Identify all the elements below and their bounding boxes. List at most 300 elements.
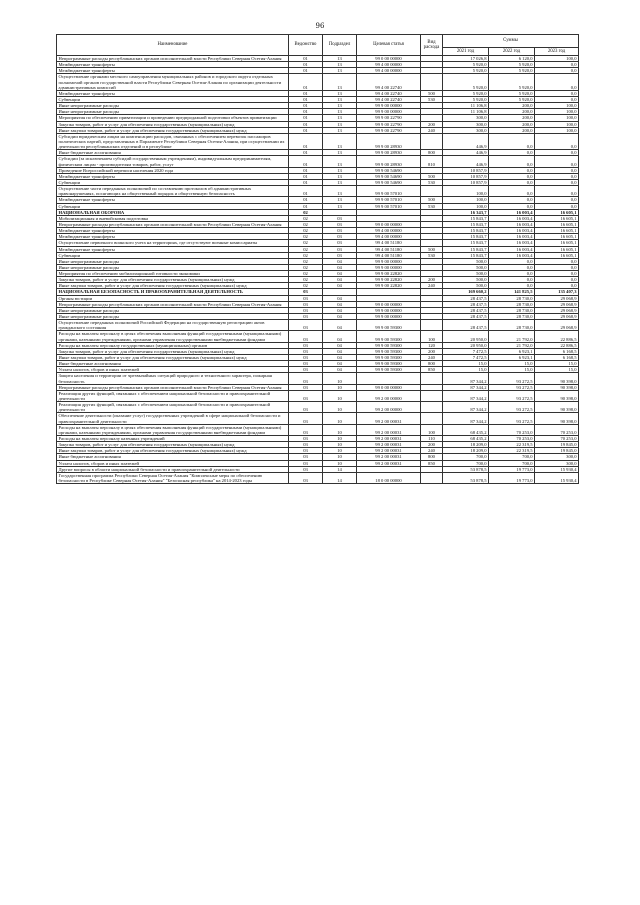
row-department-cell: 03 [289,466,323,472]
row-article-cell: 99 9 00 22790 [357,127,421,133]
row-section-cell: 04 [323,264,357,270]
row-section-cell: 04 [323,307,357,313]
row-2023-cell: 0,0 [535,186,579,197]
table-row [57,186,579,197]
row-section-cell: 13 [323,203,357,209]
row-department-cell: 03 [289,342,323,348]
row-section-cell: 13 [323,197,357,203]
row-2022-cell: 0,0 [489,167,535,173]
row-article-cell: 99 4 00 22740 [357,90,421,96]
row-2021-cell: 15 843,7 [443,240,489,246]
row-name-cell: Осуществление переданных полномочий Российской Федерации на государственную регистрацию актов гражданского состояния [57,320,289,331]
row-section-cell: 10 [323,454,357,460]
row-article-cell: 99 9 00 28930 [357,150,421,156]
row-2023-cell: 16 605,1 [535,228,579,234]
row-department-cell: 01 [289,62,323,68]
row-section-cell: 13 [323,179,357,185]
row-department-cell: 03 [289,384,323,390]
row-2022-cell: 28 730,0 [489,307,535,313]
row-department-cell: 03 [289,390,323,401]
row-section-cell: 04 [323,361,357,367]
row-department-cell: 02 [289,234,323,240]
row-2022-cell: 22 319,5 [489,448,535,454]
row-expense-type-cell [421,413,443,424]
row-2021-cell: 20 950,0 [443,342,489,348]
row-department-cell: 03 [289,301,323,307]
row-2022-cell: 700,0 [489,460,535,466]
row-name-cell: Межбюджетные трансферты [57,234,289,240]
row-section-cell: 04 [323,301,357,307]
row-name-cell: Непрограммные расходы республиканских органов исполнительной власти Республики Северная Осетия-Алания [57,301,289,307]
row-2022-cell: 19 773,0 [489,466,535,472]
row-section-cell: 13 [323,62,357,68]
row-2022-cell: 5 920,0 [489,74,535,90]
row-article-cell: 99 2 00 00031 [357,424,421,435]
row-department-cell: 01 [289,74,323,90]
row-2023-cell: 100,0 [535,109,579,115]
row-2023-cell: 16 605,1 [535,221,579,227]
header-expense-type: Вид расхода [421,35,443,56]
row-2022-cell: 16 003,4 [489,252,535,258]
row-name-cell: Межбюджетные трансферты [57,62,289,68]
row-department-cell: 03 [289,361,323,367]
row-2022-cell: 6 923,1 [489,355,535,361]
table-row [57,413,579,424]
row-article-cell: 99 9 00 59300 [357,348,421,354]
row-2021-cell: 10 857,9 [443,173,489,179]
row-2022-cell: 5 920,0 [489,90,535,96]
row-name-cell: Иные бюджетные ассигнования [57,454,289,460]
row-2022-cell: 16 003,4 [489,240,535,246]
row-article-cell: 99 0 00 00000 [357,56,421,62]
row-section-cell: 04 [323,283,357,289]
row-2023-cell: 300,0 [535,454,579,460]
row-2021-cell: 700,0 [443,454,489,460]
row-expense-type-cell [421,320,443,331]
row-section-cell: 10 [323,424,357,435]
row-name-cell: Государственная программа Республики Северная Осетия-Алания "Комплексные меры по обеспечению безопасности в Республике Северная Осетия-Алания" "Безопасная республика" на 2014-2023 годы [57,472,289,483]
row-2022-cell: 0,0 [489,179,535,185]
row-department-cell: 01 [289,96,323,102]
row-section-cell: 03 [323,215,357,221]
row-department-cell: 03 [289,373,323,384]
row-section-cell: 13 [323,127,357,133]
row-2023-cell: 29 068,9 [535,295,579,301]
row-2023-cell: 15,0 [535,367,579,373]
row-name-cell: Закупка товаров, работ и услуг для обеспечения государственных (муниципальных) нужд [57,442,289,448]
row-department-cell: 02 [289,271,323,277]
row-expense-type-cell [421,472,443,483]
table-row [57,320,579,331]
row-department-cell: 01 [289,156,323,167]
row-section-cell: 10 [323,436,357,442]
row-2022-cell: 200,0 [489,121,535,127]
row-2023-cell: 15 930,4 [535,472,579,483]
row-2023-cell: 0,0 [535,62,579,68]
row-2021-cell: 500,0 [443,258,489,264]
row-article-cell: 99 4 00 00000 [357,234,421,240]
row-article-cell: 99 2 00 00031 [357,442,421,448]
row-expense-type-cell: 200 [421,442,443,448]
row-2023-cell: 0,0 [535,167,579,173]
row-name-cell: Другие вопросы в области национальной безопасности и правоохранительной деятельности [57,466,289,472]
row-section-cell: 03 [323,221,357,227]
row-department-cell: 03 [289,320,323,331]
row-department-cell: 03 [289,289,323,295]
table-row [57,74,579,90]
row-department-cell: 02 [289,264,323,270]
table-row [57,133,579,149]
row-2023-cell: 70 253,0 [535,424,579,435]
row-2022-cell: 700,0 [489,454,535,460]
row-department-cell: 01 [289,90,323,96]
row-section-cell: 04 [323,314,357,320]
row-section-cell: 13 [323,109,357,115]
row-2021-cell: 300,0 [443,121,489,127]
row-name-cell: Защита населения и территории от чрезвычайных ситуаций природного и техногенного характера, пожарная безопасность [57,373,289,384]
row-department-cell: 03 [289,436,323,442]
row-department-cell: 02 [289,277,323,283]
row-2022-cell: 93 272,5 [489,384,535,390]
row-expense-type-cell [421,373,443,384]
row-name-cell: Мероприятия по обеспечению приватизации и проведению предпродажной подготовки объектов приватизации [57,115,289,121]
row-2022-cell: 0,0 [489,264,535,270]
row-article-cell: 99 9 00 59300 [357,355,421,361]
row-2023-cell: 0,0 [535,283,579,289]
row-2022-cell: 16 003,4 [489,228,535,234]
row-article-cell: 99 9 00 00000 [357,109,421,115]
table-row [57,373,579,384]
row-department-cell: 03 [289,355,323,361]
row-2023-cell: 100,0 [535,103,579,109]
row-name-cell: Непрограммные расходы республиканских органов исполнительной власти Республики Северная Осетия-Алания [57,384,289,390]
row-2021-cell: 20 950,0 [443,331,489,342]
table-row [57,390,579,401]
row-department-cell: 03 [289,402,323,413]
row-2023-cell: 16 605,1 [535,252,579,258]
row-expense-type-cell: 530 [421,96,443,102]
row-name-cell: Иные непрограммные расходы [57,258,289,264]
row-2023-cell: 0,0 [535,68,579,74]
row-section-cell: 13 [323,96,357,102]
row-name-cell: Закупка товаров, работ и услуг для обеспечения государственных (муниципальных) нужд [57,277,289,283]
row-department-cell: 02 [289,240,323,246]
row-2021-cell: 5 920,0 [443,62,489,68]
row-section-cell: 04 [323,271,357,277]
row-name-cell: Обеспечение деятельности (оказание услуг) государственных учреждений в сфере национальной безопасности и правоохранительной деятельности [57,413,289,424]
row-2021-cell: 446,9 [443,156,489,167]
row-section-cell: 13 [323,186,357,197]
row-section-cell: 03 [323,240,357,246]
row-2022-cell: 200,0 [489,127,535,133]
row-article-cell: 99 2 00 00000 [357,402,421,413]
row-expense-type-cell: 800 [421,454,443,460]
row-2022-cell: 93 272,5 [489,390,535,401]
row-article-cell: 99 9 00 22820 [357,277,421,283]
row-2021-cell: 68 435,2 [443,424,489,435]
row-article-cell: 99 4 00 51180 [357,240,421,246]
row-section-cell: 04 [323,367,357,373]
row-name-cell: Иные бюджетные ассигнования [57,150,289,156]
row-department-cell: 01 [289,115,323,121]
row-expense-type-cell: 500 [421,197,443,203]
row-2022-cell: 16 003,4 [489,215,535,221]
row-section-cell: 10 [323,460,357,466]
row-2021-cell: 100,0 [443,197,489,203]
row-2021-cell: 15 843,7 [443,215,489,221]
row-2023-cell: 0,0 [535,179,579,185]
row-section-cell: 13 [323,173,357,179]
row-2022-cell: 0,0 [489,258,535,264]
row-2023-cell: 16 605,1 [535,246,579,252]
header-department: Ведомство [289,35,323,56]
row-name-cell: Иные закупки товаров, работ и услуг для обеспечения государственных (муниципальных) нужд [57,448,289,454]
row-2023-cell: 29 068,9 [535,320,579,331]
row-section-cell: 03 [323,252,357,258]
row-article-cell: 99 4 00 22740 [357,96,421,102]
row-expense-type-cell [421,74,443,90]
row-2023-cell: 15 930,4 [535,466,579,472]
row-2023-cell: 29 068,9 [535,307,579,313]
row-2022-cell: 0,0 [489,283,535,289]
row-department-cell: 03 [289,472,323,483]
row-section-cell: 03 [323,246,357,252]
row-name-cell: Иные непрограммные расходы [57,103,289,109]
row-department-cell: 01 [289,203,323,209]
row-article-cell: 99 0 00 00000 [357,301,421,307]
row-article-cell: 99 4 00 51180 [357,252,421,258]
row-2023-cell: 0,0 [535,258,579,264]
row-section-cell: 04 [323,258,357,264]
row-name-cell: Осуществление части переданных полномочий по составлению протоколов об административных правонарушениях, посягающих на общественный порядок и общественную безопасность [57,186,289,197]
row-expense-type-cell: 500 [421,173,443,179]
row-article-cell: 99 0 00 00000 [357,221,421,227]
row-expense-type-cell: 800 [421,361,443,367]
row-2023-cell: 0,0 [535,150,579,156]
row-department-cell: 02 [289,209,323,215]
header-section: Подраздел [323,35,357,56]
row-2022-cell: 16 003,4 [489,234,535,240]
row-name-cell: Непрограммные расходы республиканских органов исполнительной власти Республики Северная Осетия-Алания [57,221,289,227]
row-article-cell: 99 2 00 00031 [357,436,421,442]
row-section-cell: 04 [323,331,357,342]
row-2023-cell: 0,0 [535,197,579,203]
row-department-cell: 02 [289,221,323,227]
header-year-2021: 2021 год [443,48,489,56]
row-2023-cell: 90 398,0 [535,384,579,390]
row-section-cell: 13 [323,56,357,62]
table-row [57,402,579,413]
row-name-cell: Реализация других функций, связанных с обеспечением национальной безопасности и правоохранительной деятельности [57,402,289,413]
row-department-cell: 03 [289,367,323,373]
row-article-cell: 99 9 00 59300 [357,342,421,348]
row-section-cell: 04 [323,295,357,301]
row-section-cell: 13 [323,133,357,149]
row-department-cell: 02 [289,258,323,264]
row-2023-cell: 0,0 [535,173,579,179]
row-2023-cell: 29 068,9 [535,314,579,320]
row-section-cell: 14 [323,466,357,472]
row-article-cell: 99 4 00 22740 [357,74,421,90]
row-name-cell: Межбюджетные трансферты [57,197,289,203]
row-department-cell: 01 [289,121,323,127]
row-department-cell: 01 [289,68,323,74]
row-section-cell: 13 [323,68,357,74]
row-section-cell: 10 [323,373,357,384]
row-section-cell: 04 [323,348,357,354]
row-2021-cell: 15 843,7 [443,252,489,258]
row-2021-cell: 500,0 [443,277,489,283]
row-2023-cell: 16 605,1 [535,215,579,221]
row-name-cell: Мобилизационная и вневойсковая подготовка [57,215,289,221]
row-expense-type-cell [421,390,443,401]
row-article-cell: 99 2 00 00031 [357,448,421,454]
row-section-cell: 13 [323,150,357,156]
row-expense-type-cell: 500 [421,90,443,96]
budget-table [56,34,579,484]
row-2022-cell: 70 253,0 [489,436,535,442]
row-2023-cell: 100,0 [535,127,579,133]
row-department-cell: 01 [289,167,323,173]
row-2022-cell: 28 730,0 [489,314,535,320]
row-name-cell: Осуществление органами местного самоуправления муниципальных районов и городского округа отдельных полномочий органов государственной власти Республики Северная Осетия-Алания по организации деятельности административных комиссий [57,74,289,90]
row-2022-cell: 0,0 [489,197,535,203]
row-2021-cell: 18 209,0 [443,442,489,448]
row-2021-cell: 100,0 [443,203,489,209]
header-article: Целевая статья [357,35,421,56]
row-2023-cell: 0,0 [535,271,579,277]
row-2023-cell: 0,0 [535,96,579,102]
row-2021-cell: 53 878,5 [443,472,489,483]
row-2022-cell: 141 825,5 [489,289,535,295]
row-2021-cell: 7 472,5 [443,355,489,361]
row-section-cell: 03 [323,228,357,234]
row-2021-cell: 87 344,2 [443,384,489,390]
row-name-cell: Проведение Всероссийской переписи населения 2020 года [57,167,289,173]
row-2023-cell: 70 253,0 [535,436,579,442]
row-name-cell: Межбюджетные трансферты [57,246,289,252]
row-name-cell: Иные закупки товаров, работ и услуг для обеспечения государственных (муниципальных) нужд [57,283,289,289]
row-2023-cell: 16 605,1 [535,209,579,215]
row-section-cell: 04 [323,342,357,348]
row-name-cell: Субвенции [57,96,289,102]
row-article-cell: 99 9 00 59300 [357,367,421,373]
row-section-cell: 13 [323,121,357,127]
row-article-cell: 99 2 00 00031 [357,454,421,460]
row-name-cell: Субсидии (за исключением субсидий государственным учреждениям), индивидуальным предпринимателям, физическим лицам - производителям товаров, работ, услуг [57,156,289,167]
row-2021-cell: 100,0 [443,186,489,197]
row-article-cell: 99 9 00 00000 [357,314,421,320]
row-2023-cell: 135 407,3 [535,289,579,295]
row-2021-cell: 68 435,2 [443,436,489,442]
row-section-cell: 13 [323,115,357,121]
row-2021-cell: 169 660,2 [443,289,489,295]
row-department-cell: 03 [289,307,323,313]
row-name-cell: Расходы на выплаты персоналу в целях обеспечения выполнения функций государственными (муниципальными) органами, казенными учреждениями, органами управления государственными внебюджетными фондами [57,424,289,435]
row-department-cell: 01 [289,150,323,156]
row-name-cell: Закупка товаров, работ и услуг для обеспечения государственных (муниципальных) нужд [57,121,289,127]
row-2021-cell: 15 843,7 [443,246,489,252]
row-expense-type-cell: 200 [421,121,443,127]
table-row [57,424,579,435]
row-name-cell: Мероприятия по обеспечению мобилизационной готовности экономики [57,271,289,277]
row-2022-cell: 28 730,0 [489,320,535,331]
row-expense-type-cell: 240 [421,355,443,361]
row-2021-cell: 11 106,8 [443,103,489,109]
row-article-cell: 18 0 00 00000 [357,472,421,483]
row-2021-cell: 28 437,5 [443,320,489,331]
row-2022-cell: 5 920,0 [489,96,535,102]
row-2022-cell: 19 773,0 [489,472,535,483]
row-department-cell: 03 [289,314,323,320]
row-section-cell: 10 [323,442,357,448]
row-name-cell: Уплата налогов, сборов и иных платежей [57,367,289,373]
row-2022-cell: 5 920,0 [489,68,535,74]
row-2021-cell: 10 857,9 [443,179,489,185]
row-expense-type-cell: 530 [421,252,443,258]
row-2023-cell: 100,0 [535,56,579,62]
row-name-cell: Межбюджетные трансферты [57,228,289,234]
row-article-cell: 99 9 00 54690 [357,173,421,179]
row-department-cell: 01 [289,109,323,115]
row-article-cell [357,373,421,384]
row-2022-cell: 21 792,0 [489,342,535,348]
row-2021-cell: 87 344,2 [443,402,489,413]
row-2022-cell: 200,0 [489,103,535,109]
row-article-cell: 99 4 00 00000 [357,68,421,74]
row-article-cell: 99 9 00 54690 [357,167,421,173]
row-article-cell: 99 4 00 00000 [357,228,421,234]
table-row [57,156,579,167]
row-section-cell: 13 [323,103,357,109]
row-article-cell: 99 9 00 22820 [357,271,421,277]
row-name-cell: Иные закупки товаров, работ и услуг для обеспечения государственных (муниципальных) нужд [57,355,289,361]
row-2021-cell: 446,9 [443,133,489,149]
row-2022-cell: 70 253,0 [489,424,535,435]
table-row [57,472,579,483]
row-article-cell: 99 9 00 00000 [357,307,421,313]
row-name-cell: Расходы на выплаты персоналу казенных учреждений [57,436,289,442]
row-name-cell: Органы юстиции [57,295,289,301]
row-department-cell: 03 [289,448,323,454]
row-name-cell: Межбюджетные трансферты [57,68,289,74]
row-department-cell: 02 [289,252,323,258]
row-section-cell: 13 [323,90,357,96]
row-name-cell: Межбюджетные трансферты [57,173,289,179]
row-expense-type-cell: 240 [421,283,443,289]
row-2023-cell: 90 398,0 [535,373,579,384]
row-department-cell: 02 [289,246,323,252]
row-2022-cell: 16 003,4 [489,221,535,227]
row-2023-cell: 22 886,5 [535,342,579,348]
row-2022-cell: 28 730,0 [489,295,535,301]
row-2021-cell: 11 106,8 [443,109,489,115]
row-expense-type-cell: 100 [421,331,443,342]
row-2021-cell: 87 344,2 [443,413,489,424]
row-section-cell: 04 [323,320,357,331]
page-number: 96 [315,22,325,30]
row-2022-cell: 200,0 [489,109,535,115]
row-department-cell: 03 [289,295,323,301]
row-2022-cell: 0,0 [489,277,535,283]
row-2021-cell: 18 209,0 [443,448,489,454]
header-year-2022: 2022 год [489,48,535,56]
table-row [57,331,579,342]
row-2023-cell: 0,0 [535,74,579,90]
row-2022-cell: 0,0 [489,186,535,197]
row-2021-cell: 87 344,2 [443,373,489,384]
row-name-cell: Непрограммные расходы республиканских органов исполнительной власти Республики Северная Осетия-Алания [57,56,289,62]
